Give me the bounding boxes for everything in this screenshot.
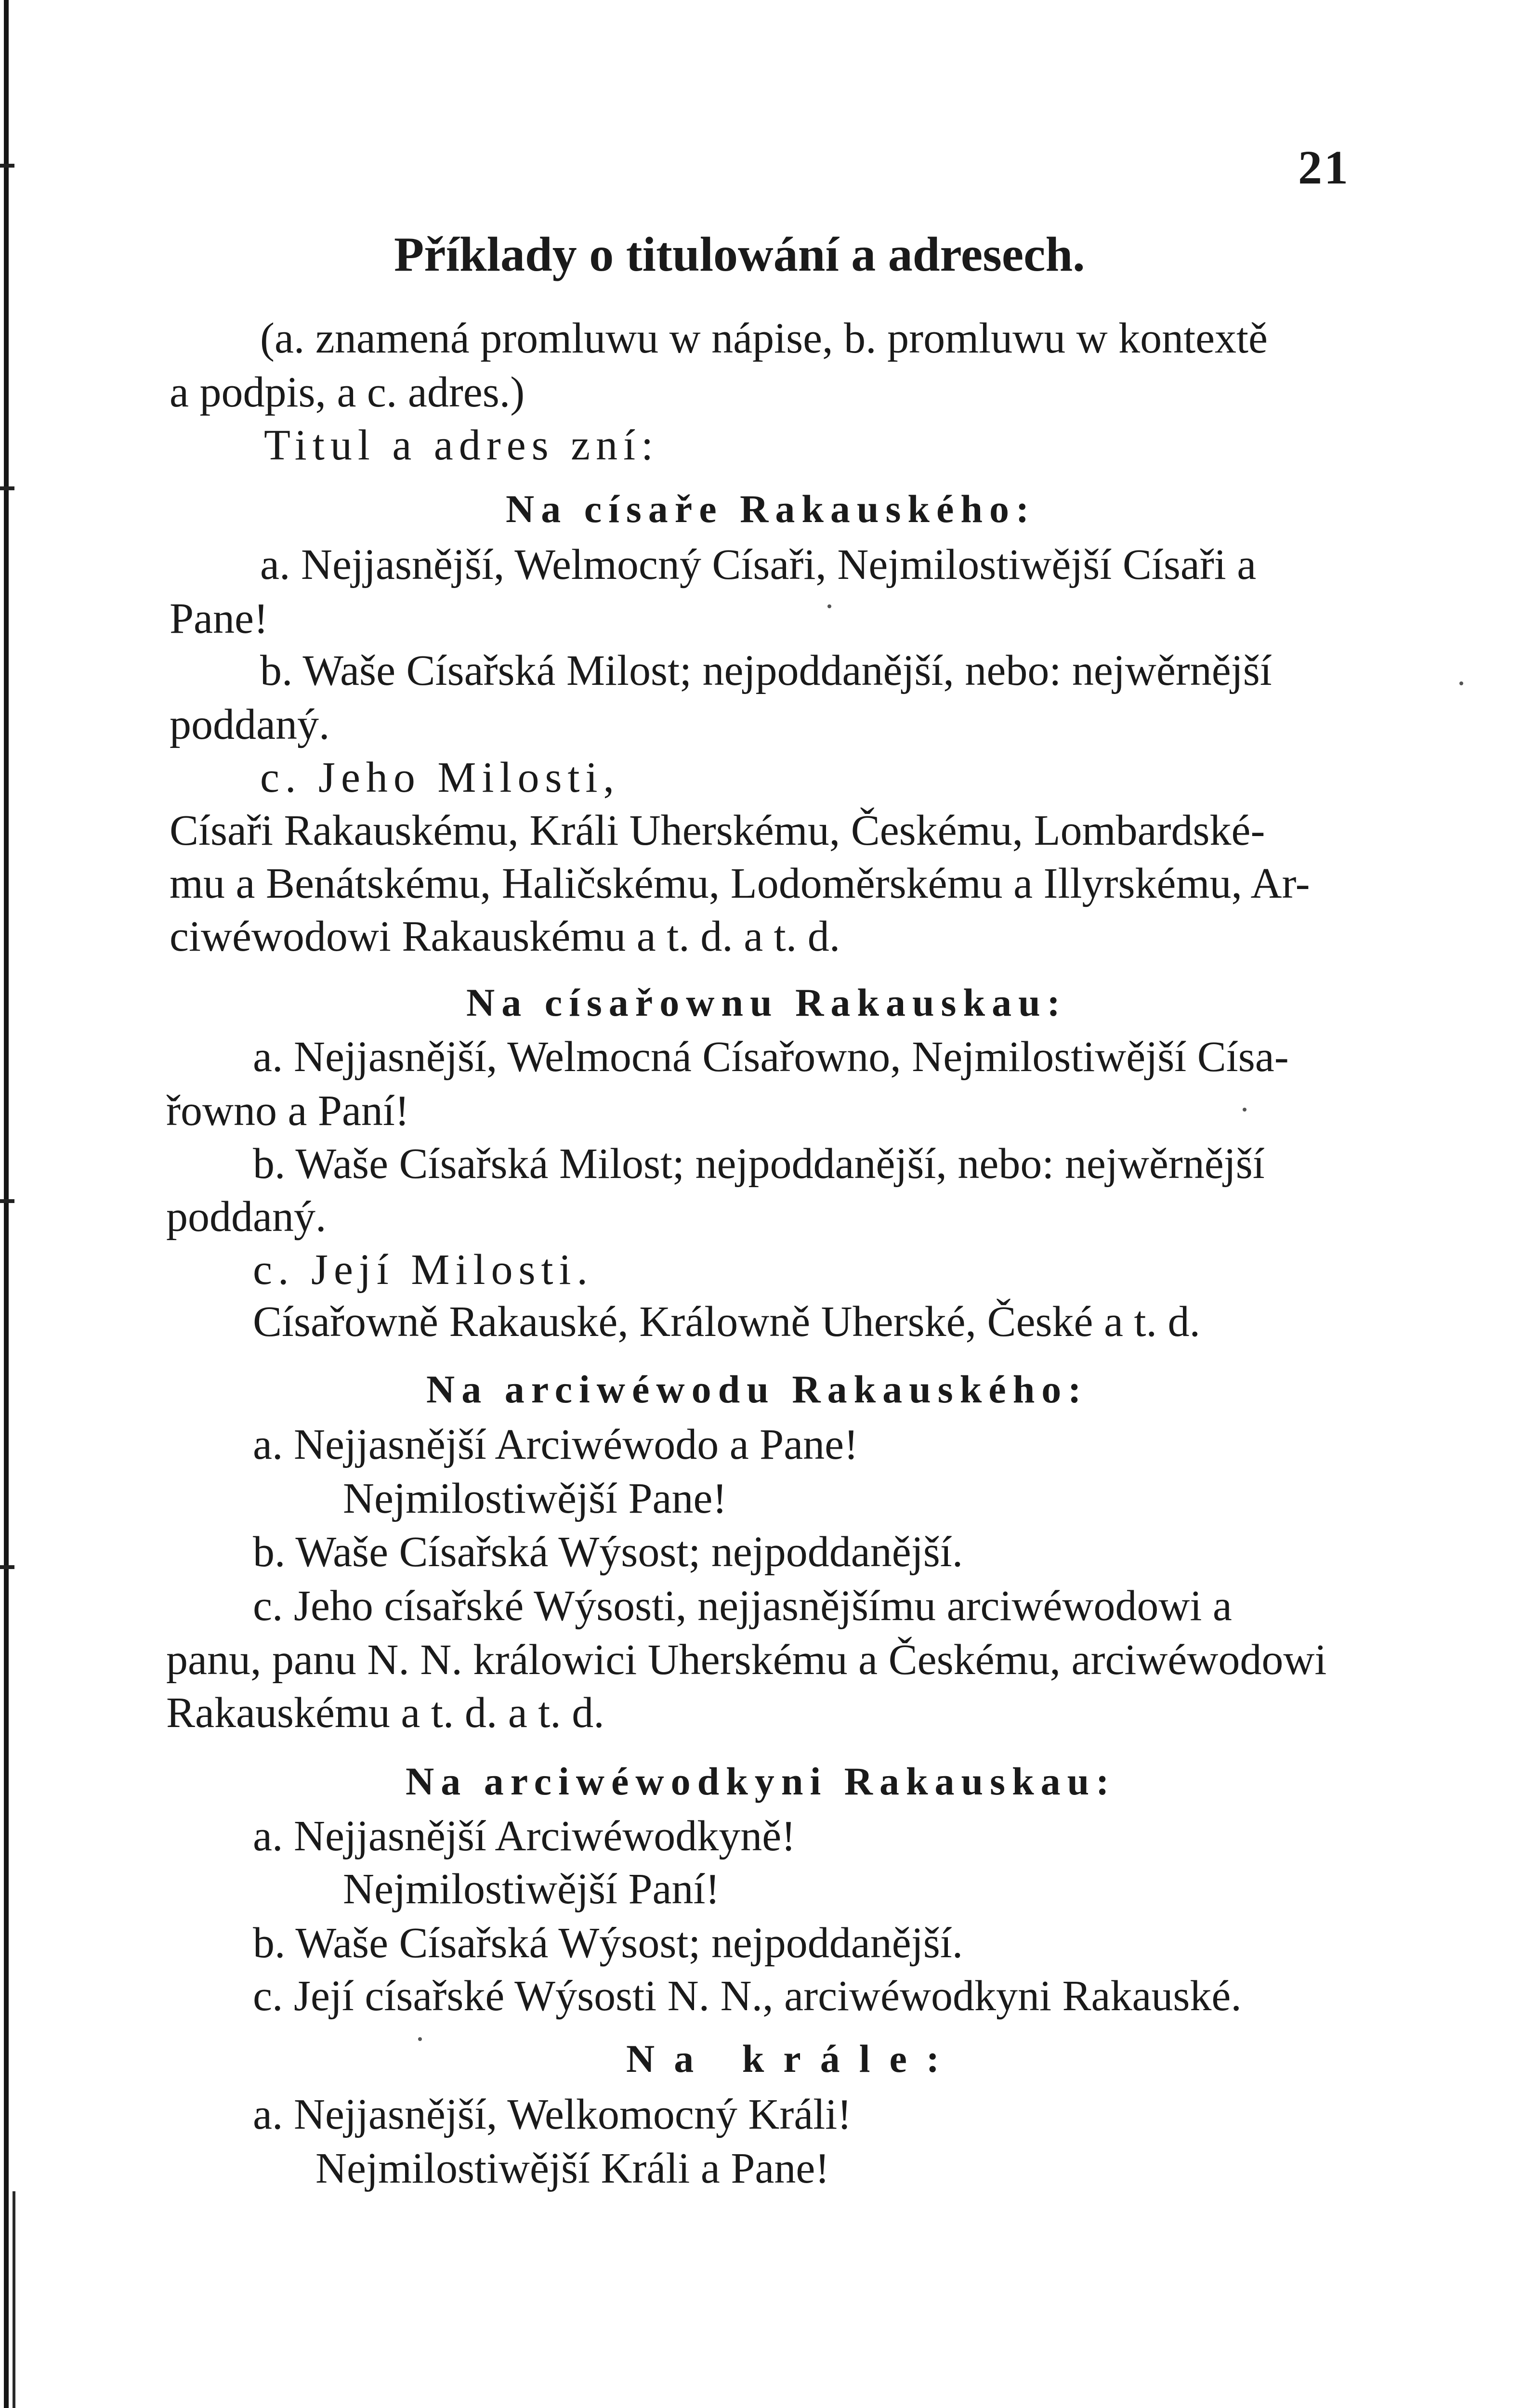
text-line: poddaný. [170, 701, 330, 748]
section-heading: Na krále: [626, 2037, 959, 2081]
section-heading: Na císaře Rakauského: [506, 487, 1036, 531]
speck [418, 2037, 422, 2041]
page-number: 21 [1298, 141, 1350, 194]
edge-mark [0, 1199, 14, 1203]
text-line: Rakauskému a t. d. a t. d. [166, 1689, 604, 1737]
speck [1243, 1108, 1246, 1112]
text-line: b. Waše Císařská Milost; nejpoddanější, nebo: nejwěrnější [260, 647, 1272, 694]
text-line: a. Nejjasnější, Welmocný Císaři, Nejmilostiwější Císaři a [260, 541, 1257, 589]
page-title: Příklady o titulowání a adresech. [394, 227, 1085, 282]
text-line: a. Nejjasnější, Welmocná Císařowno, Nejmilostiwější Císa- [253, 1033, 1289, 1081]
speck [1459, 681, 1463, 685]
text-line: ciwéwodowi Rakauskému a t. d. a t. d. [170, 913, 840, 960]
intro-line: a podpis, a c. adres.) [170, 368, 525, 416]
section-heading: Na císařownu Rakauskau: [466, 981, 1067, 1024]
edge-mark [0, 1565, 14, 1569]
text-line: Císaři Rakauskému, Králi Uherskému, Českému, Lombardské- [170, 807, 1265, 854]
text-line: řowno a Paní! [166, 1087, 409, 1135]
intro-line: Titul a adres zní: [264, 421, 659, 469]
edge-mark [0, 164, 14, 168]
section-heading: Na arciwéwodkyni Rakauskau: [406, 1759, 1116, 1803]
edge-mark [0, 486, 14, 490]
page-edge-shadow [4, 0, 9, 2408]
text-line: a. Nejjasnější, Welkomocný Králi! [253, 2091, 852, 2138]
intro-line: (a. znamená promluwu w nápise, b. promluwu w kontextě [260, 314, 1268, 362]
text-line: a. Nejjasnější Arciwéwodo a Pane! [253, 1421, 859, 1468]
text-line: Pane! [170, 595, 268, 642]
text-line: panu, panu N. N. králowici Uherskému a Českému, arciwéwodowi [166, 1636, 1327, 1684]
text-line: c. Jeho Milosti, [260, 754, 620, 801]
text-line: b. Waše Císařská Milost; nejpoddanější, nebo: nejwěrnější [253, 1140, 1265, 1188]
text-line: mu a Benátskému, Haličskému, Lodoměrskému a Illyrskému, Ar- [170, 860, 1310, 907]
text-line: c. Jeho císařské Wýsosti, nejjasnějšímu arciwéwodowi a [253, 1582, 1232, 1630]
text-line: c. Její císařské Wýsosti N. N., arciwéwodkyni Rakauské. [253, 1972, 1242, 2020]
text-line: Nejmilostiwější Králi a Pane! [315, 2145, 830, 2192]
text-line: b. Waše Císařská Wýsost; nejpoddanější. [253, 1528, 963, 1576]
text-line: b. Waše Císařská Wýsost; nejpoddanější. [253, 1919, 963, 1967]
page-edge-shadow-lower [13, 2191, 15, 2408]
text-line: c. Její Milosti. [253, 1246, 593, 1294]
speck [827, 604, 831, 608]
text-line: poddaný. [166, 1193, 327, 1241]
text-line: Nejmilostiwější Paní! [343, 1865, 720, 1913]
section-heading: Na arciwéwodu Rakauského: [426, 1367, 1088, 1411]
text-line: a. Nejjasnější Arciwéwodkyně! [253, 1812, 796, 1860]
text-line: Císařowně Rakauské, Králowně Uherské, České a t. d. [253, 1298, 1200, 1346]
text-line: Nejmilostiwější Pane! [343, 1475, 727, 1522]
